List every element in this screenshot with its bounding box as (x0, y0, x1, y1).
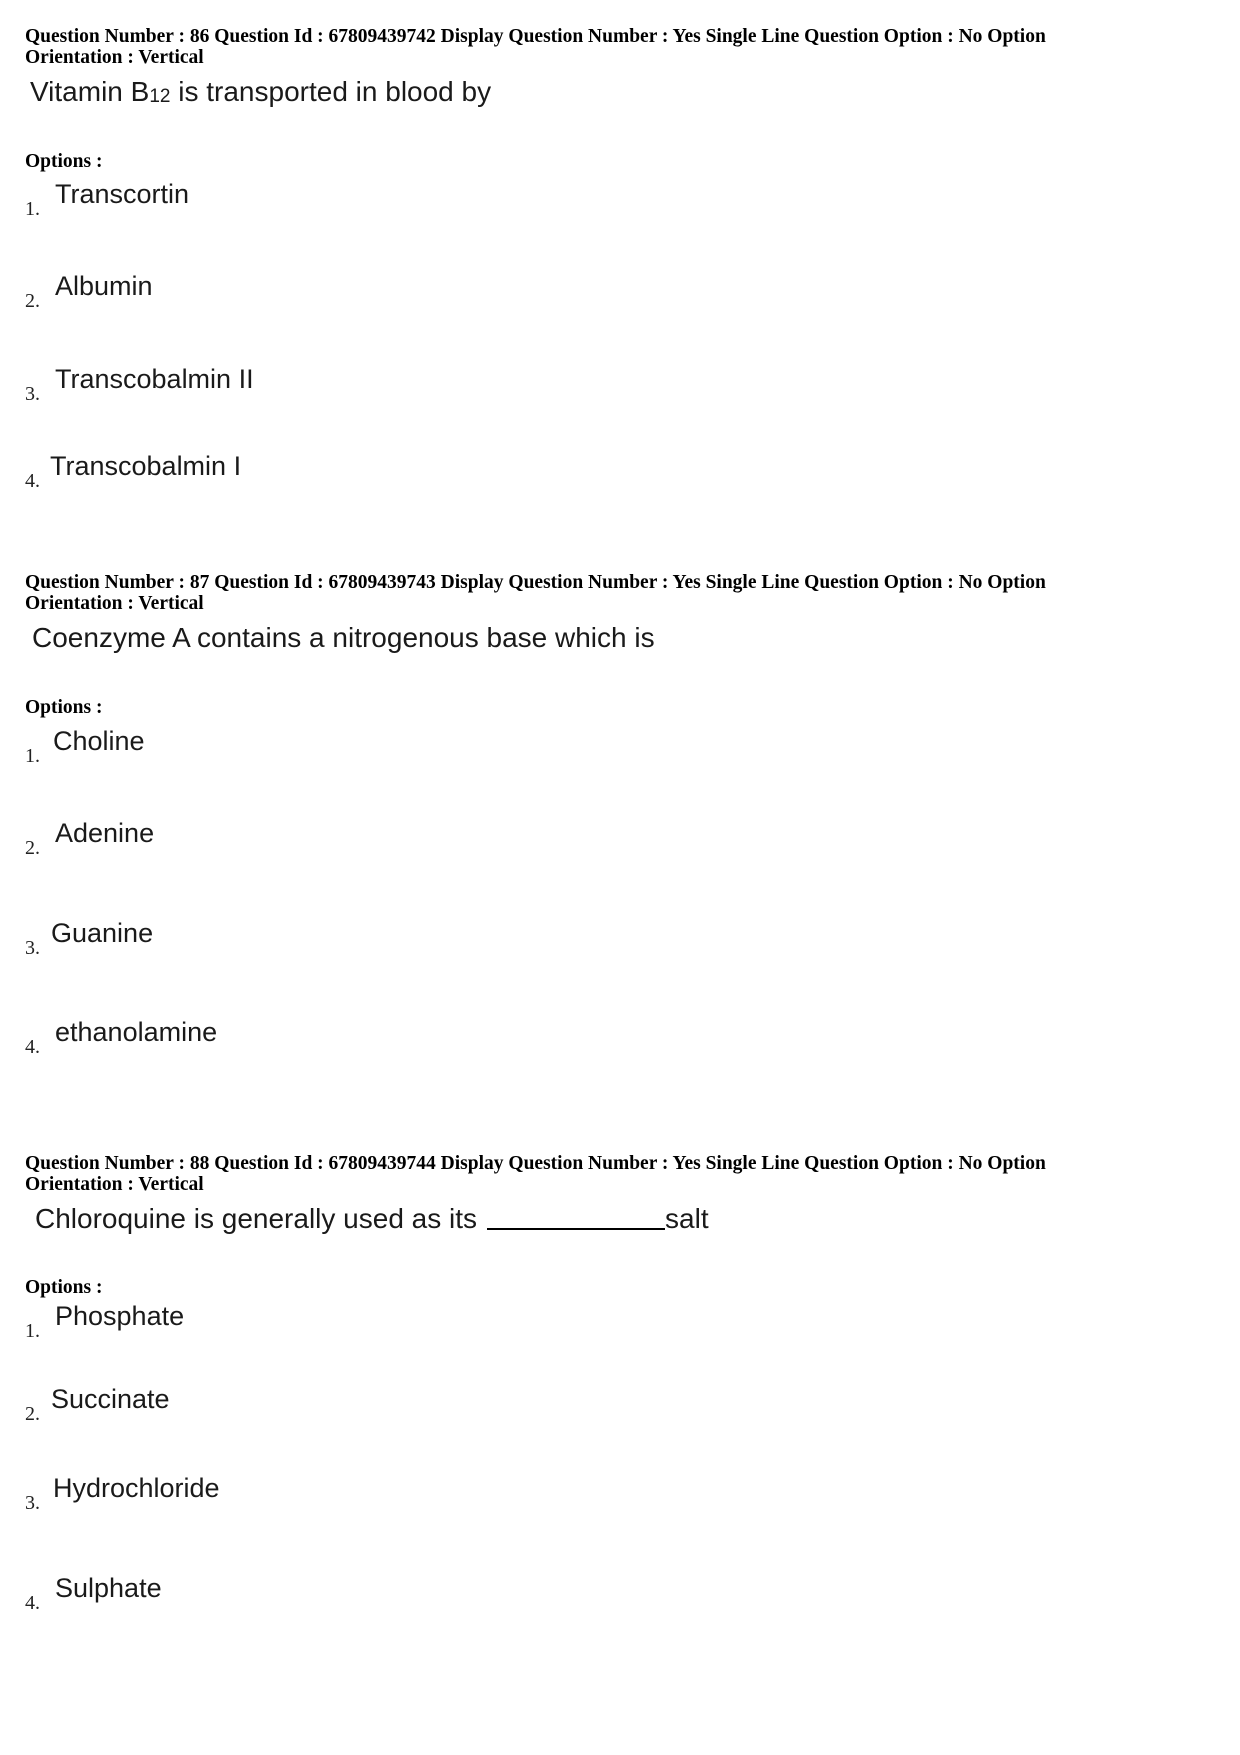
option-text: Hydrochloride (53, 1473, 220, 1503)
option-number: 4. (25, 1036, 40, 1058)
option-text: Transcobalmin I (50, 451, 242, 481)
question-text: Coenzyme A contains a nitrogenous base which is (32, 622, 655, 653)
question-meta-line2: Orientation : Vertical (25, 47, 204, 68)
option-number: 1. (25, 745, 40, 767)
question-87 (25, 572, 1215, 1058)
option-text: Phosphate (55, 1301, 185, 1331)
options-label: Options : (25, 151, 103, 172)
option-text: Guanine (51, 918, 154, 948)
option-text: Transcobalmin II (55, 364, 254, 394)
option-number: 1. (25, 198, 40, 220)
option-number: 3. (25, 383, 40, 405)
question-meta-line1: Question Number : 88 Question Id : 67809439744 Display Question Number : Yes Single Line Question Option : No Option (25, 1153, 1046, 1174)
option-number: 1. (25, 1320, 40, 1342)
option-text: Choline (53, 726, 145, 756)
option-number: 4. (25, 470, 40, 492)
option-number: 2. (25, 837, 40, 859)
option-number: 3. (25, 937, 40, 959)
fill-in-blank (487, 1204, 665, 1230)
question-text: Chloroquine is generally used as its salt (35, 1203, 709, 1234)
question-meta-line1: Question Number : 87 Question Id : 67809439743 Display Question Number : Yes Single Line Question Option : No Option (25, 572, 1046, 593)
options-label: Options : (25, 1277, 103, 1298)
option-text: Transcortin (55, 179, 190, 209)
option-text: Succinate (51, 1384, 170, 1414)
option-number: 4. (25, 1592, 40, 1614)
option-text: Adenine (55, 818, 155, 848)
question-meta-line2: Orientation : Vertical (25, 593, 204, 614)
question-88 (25, 1153, 1215, 1614)
options-label: Options : (25, 697, 103, 718)
question-86 (25, 26, 1215, 492)
option-number: 2. (25, 290, 40, 312)
question-text: Vitamin $B_{12}$ is transported in blood by (30, 76, 492, 107)
question-meta-line1: Question Number : 86 Question Id : 67809439742 Display Question Number : Yes Single Line Question Option : No Option (25, 26, 1046, 47)
option-number: 3. (25, 1492, 40, 1514)
option-number: 2. (25, 1403, 40, 1425)
question-meta-line2: Orientation : Vertical (25, 1174, 204, 1195)
option-text: ethanolamine (55, 1017, 218, 1047)
option-text: Sulphate (55, 1573, 162, 1603)
option-text: Albumin (55, 271, 153, 301)
